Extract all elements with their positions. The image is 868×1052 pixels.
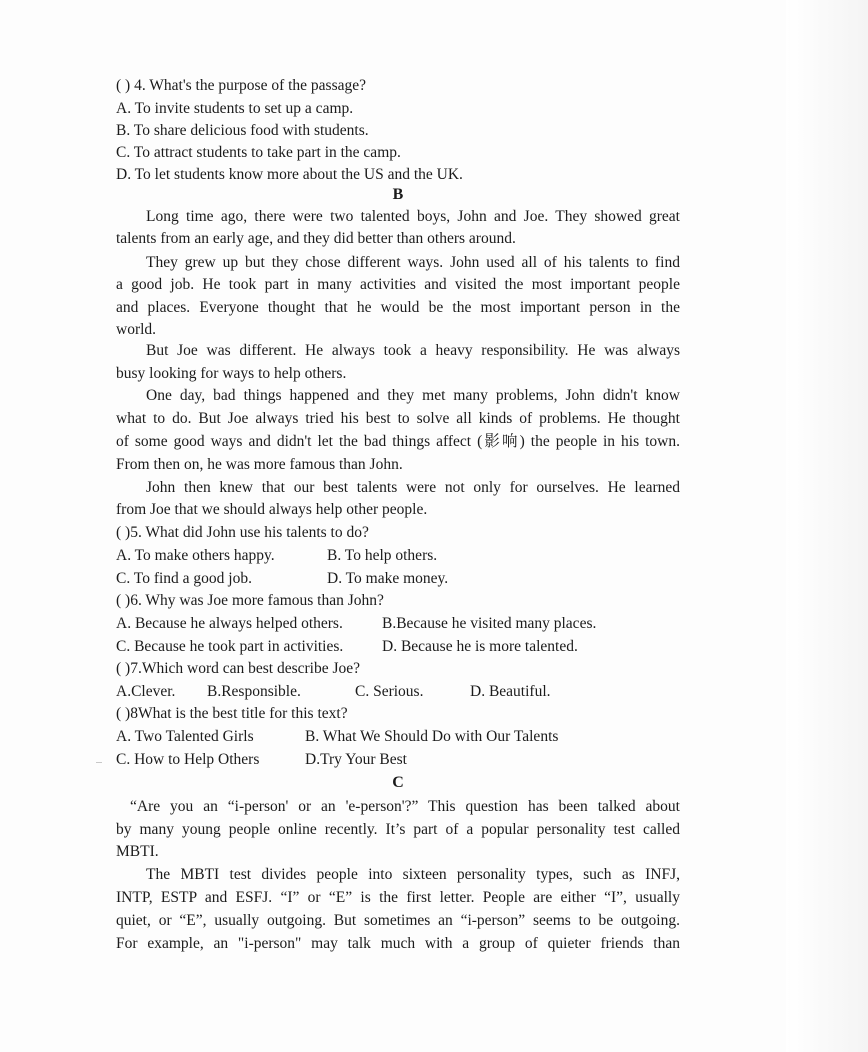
passage-b-line: talents from an early age, and they did better than others around.: [116, 230, 516, 247]
section-c-heading: C: [392, 774, 404, 791]
passage-c-line: For example, an "i-person" may talk much with a group of quieter friends than: [116, 935, 680, 952]
q5-option-b: B. To help others.: [327, 547, 438, 564]
passage-b-line: a good job. He took part in many activities and visited the most important people: [116, 276, 680, 293]
passage-b-line: From then on, he was more famous than John.: [116, 456, 403, 473]
q7-option-b: B.Responsible.: [207, 683, 301, 700]
passage-b-line: and places. Everyone thought that he would be the most important person in the: [116, 299, 680, 316]
q7-option-a: A.Clever.: [116, 683, 176, 700]
scan-edge-shading: [786, 0, 868, 1052]
q4-option-a: A. To invite students to set up a camp.: [116, 100, 354, 117]
q8-option-a: A. Two Talented Girls: [116, 728, 254, 745]
q6-option-d: D. Because he is more talented.: [382, 638, 578, 655]
section-b-heading: B: [392, 186, 404, 203]
passage-c-line: by many young people online recently. It’s part of a popular personality test called: [116, 821, 680, 838]
q4-option-b: B. To share delicious food with students.: [116, 122, 369, 139]
q8-option-d: D.Try Your Best: [305, 751, 407, 768]
passage-c-line: “Are you an “i-person' or an 'e-person'?” This question has been talked about: [130, 798, 680, 815]
q6-option-b: B.Because he visited many places.: [382, 615, 597, 632]
passage-b-line: They grew up but they chose different ways. John used all of his talents to find: [146, 254, 680, 271]
question-7: ( )7.Which word can best describe Joe?: [116, 660, 361, 677]
q5-option-c: C. To find a good job.: [116, 570, 252, 587]
passage-b-line: Long time ago, there were two talented boys, John and Joe. They showed great: [146, 208, 680, 225]
q7-option-c: C. Serious.: [355, 683, 424, 700]
q4-option-c: C. To attract students to take part in the camp.: [116, 144, 401, 161]
margin-mark: [96, 762, 102, 763]
passage-b-line: from Joe that we should always help other people.: [116, 501, 428, 518]
passage-b-line: of some good ways and didn't let the bad things affect (影响) the people in his town.: [116, 433, 680, 450]
q6-option-c: C. Because he took part in activities.: [116, 638, 344, 655]
passage-b-line: But Joe was different. He always took a heavy responsibility. He was always: [146, 342, 680, 359]
q7-option-d: D. Beautiful.: [470, 683, 551, 700]
question-4: ( ) 4. What's the purpose of the passage?: [116, 77, 366, 94]
question-6: ( )6. Why was Joe more famous than John?: [116, 592, 384, 609]
q8-option-c: C. How to Help Others: [116, 751, 260, 768]
passage-b-line: busy looking for ways to help others.: [116, 365, 347, 382]
passage-c-line: MBTI.: [116, 843, 159, 860]
passage-b-line: John then knew that our best talents were not only for ourselves. He learned: [146, 479, 680, 496]
question-8: ( )8What is the best title for this text?: [116, 705, 348, 722]
q8-option-b: B. What We Should Do with Our Talents: [305, 728, 559, 745]
passage-b-line: what to do. But Joe always tried his best to solve all kinds of problems. He thought: [116, 410, 680, 427]
passage-b-line: One day, bad things happened and they met many problems, John didn't know: [146, 387, 680, 404]
passage-c-line: INTP, ESTP and ESFJ. “I” or “E” is the first letter. People are either “I”, usually: [116, 889, 680, 906]
question-5: ( )5. What did John use his talents to do?: [116, 524, 369, 541]
q6-option-a: A. Because he always helped others.: [116, 615, 343, 632]
q5-option-a: A. To make others happy.: [116, 547, 275, 564]
q5-option-d: D. To make money.: [327, 570, 449, 587]
passage-b-line: world.: [116, 321, 157, 338]
passage-c-line: quiet, or “E”, usually outgoing. But sometimes an “i-person” seems to be outgoing.: [116, 912, 680, 929]
q4-option-d: D. To let students know more about the US and the UK.: [116, 166, 463, 183]
passage-c-line: The MBTI test divides people into sixteen personality types, such as INFJ,: [146, 866, 680, 883]
